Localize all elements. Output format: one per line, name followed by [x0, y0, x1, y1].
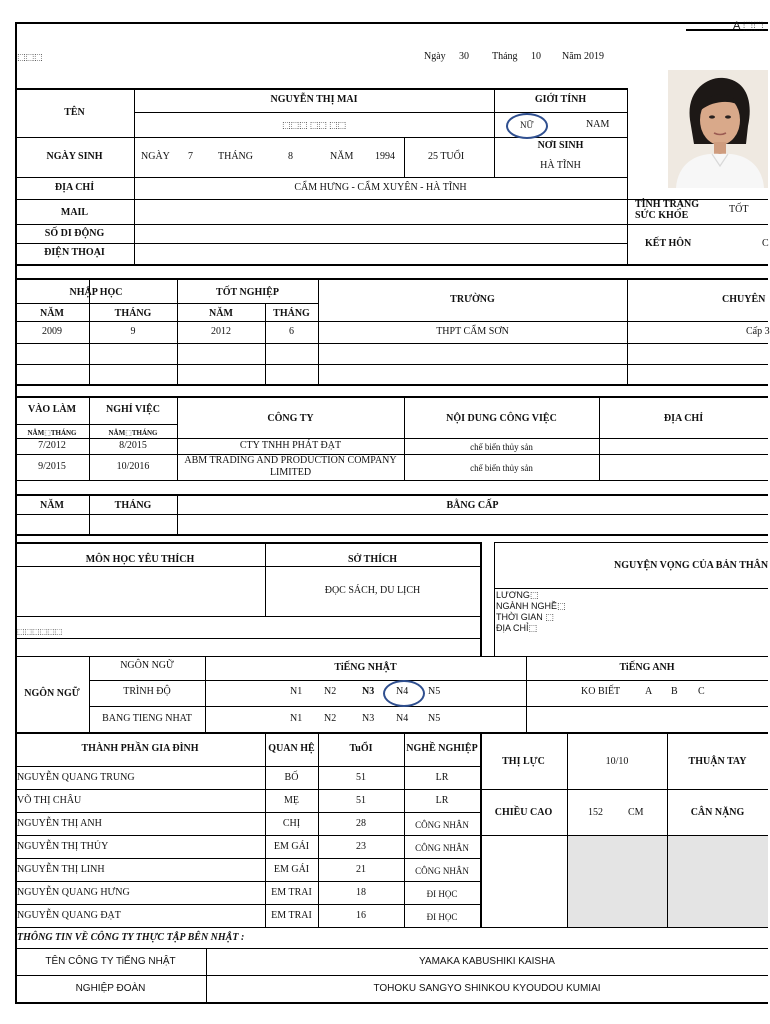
hand-label: THUẬN TAY	[688, 756, 747, 767]
rule	[494, 588, 768, 589]
rule	[15, 881, 480, 882]
english-label: TiẾNG ANH	[619, 662, 675, 673]
family-7-age: 16	[356, 910, 366, 921]
enroll-month-label: THÁNG	[114, 308, 152, 319]
rule	[15, 343, 768, 344]
name-label: TÊN	[64, 107, 85, 118]
family-4-job: CÔNG NHÂN	[415, 843, 469, 853]
vision-value: 10/10	[605, 756, 629, 767]
family-2-job: LR	[435, 795, 449, 806]
family-member-label: THÀNH PHẦN GIA ĐÌNH	[81, 743, 199, 754]
date-day-label: Ngày	[424, 51, 446, 62]
vision-label: THỊ LỰC	[502, 756, 545, 767]
rule	[404, 137, 405, 177]
family-7-relation: EM TRAI	[271, 910, 312, 921]
family-3-age: 28	[356, 818, 366, 829]
rule	[494, 542, 768, 543]
birth-year-value: 1994	[375, 151, 395, 162]
portrait-image	[668, 70, 768, 188]
family-7-job: ĐI HỌC	[426, 912, 458, 922]
jp-level-n2: N2	[324, 686, 337, 697]
cert-level-n1: N1	[290, 713, 303, 724]
marriage-label: KẾT HÔN	[645, 238, 692, 249]
rule	[599, 396, 600, 481]
en-level-a: A	[645, 686, 653, 697]
jp-level-n3: N3	[362, 686, 375, 697]
family-3-relation: CHỊ	[282, 818, 301, 829]
work-end-label: NGHỈ VIỆC	[106, 404, 160, 415]
date-month-label: Tháng	[492, 51, 518, 62]
family-5-job: CÔNG NHÂN	[415, 866, 469, 876]
gender-female-option: NỮ	[520, 120, 534, 130]
family-2-name: VÕ THỊ CHÂU	[17, 795, 82, 806]
name-alt-value: ⬚⬚⬚ ⬚⬚ ⬚⬚	[281, 120, 347, 130]
family-4-age: 23	[356, 841, 366, 852]
rule	[89, 680, 768, 681]
marriage-value: C	[762, 238, 769, 249]
date-month: 10	[531, 51, 541, 62]
date-year-label: Năm	[562, 51, 582, 62]
date-day: 30	[459, 51, 469, 62]
health-label: TÌNH TRẠNG SỨC KHỎE	[635, 199, 699, 221]
rule	[15, 616, 480, 617]
gender-label: GIỚI TÍNH	[534, 94, 587, 105]
family-relation-label: QUAN HỆ	[268, 743, 315, 754]
birth-year-label: NĂM	[330, 151, 354, 162]
work-start-sub: NĂM⬚THÁNG	[27, 429, 77, 437]
birth-day-label: NGÀY	[141, 151, 170, 162]
japanese-label: TiẾNG NHẬT	[334, 662, 397, 673]
en-level-b: B	[671, 686, 678, 697]
health-value: TỐT	[729, 204, 749, 215]
work-company-label: CÔNG TY	[267, 413, 314, 424]
work-2-start: 9/2015	[38, 461, 66, 472]
rule	[89, 706, 768, 707]
cert-label: BẰNG CẤP	[446, 500, 499, 511]
family-6-age: 18	[356, 887, 366, 898]
family-2-relation: MẸ	[284, 795, 299, 806]
rule	[627, 224, 768, 225]
top-left-label: ⬚⬚⬚	[17, 52, 43, 62]
birth-month-label: THÁNG	[218, 151, 253, 162]
corner-label: A ⬚⬚	[733, 20, 764, 32]
family-age-label: TuỔI	[349, 743, 373, 754]
rule	[480, 542, 482, 657]
rule	[627, 278, 628, 385]
rule	[15, 732, 768, 734]
family-6-relation: EM TRAI	[271, 887, 312, 898]
birth-month-value: 8	[288, 151, 293, 162]
rule	[15, 22, 768, 24]
rule	[15, 766, 480, 767]
rule	[15, 480, 768, 481]
wish-place: ĐỊA CHỈ⬚	[496, 623, 538, 633]
rule	[494, 542, 495, 657]
birthplace-label: NƠI SINH	[537, 140, 584, 151]
work-1-content: chế biến thủy sản	[470, 442, 533, 452]
grad-month-label: THÁNG	[273, 308, 310, 319]
enroll-year-label: NĂM	[40, 308, 64, 319]
family-4-name: NGUYỄN THỊ THỦY	[17, 841, 109, 852]
enroll-label: NHẬP HỌC	[69, 287, 123, 298]
portrait-photo	[668, 70, 768, 188]
rule	[15, 948, 768, 949]
edu-grad-month: 6	[289, 326, 294, 337]
language-level-label: TRÌNH ĐỘ	[123, 686, 171, 697]
rule	[15, 638, 480, 639]
address-value: CẨM HƯNG - CẨM XUYÊN - HÀ TĨNH	[294, 182, 467, 193]
subject-label: MÔN HỌC YÊU THÍCH	[85, 554, 195, 565]
mobile-label: SỐ DI ĐỘNG	[44, 228, 105, 239]
birth-day-value: 7	[188, 151, 193, 162]
rule	[15, 88, 627, 90]
edu-grad-year: 2012	[211, 326, 231, 337]
rule	[15, 424, 177, 425]
rule	[134, 112, 627, 113]
rule	[15, 321, 768, 322]
family-1-job: LR	[435, 772, 449, 783]
rule	[15, 1002, 768, 1004]
edu-major: Cấp 3	[746, 326, 770, 337]
rule	[15, 22, 17, 1004]
intern-union-value: TOHOKU SANGYO SHINKOU KYOUDOU KUMIAI	[373, 983, 601, 994]
shaded-cell	[568, 836, 667, 927]
grad-year-label: NĂM	[209, 308, 233, 319]
edu-enroll-year: 2009	[42, 326, 62, 337]
work-1-company: CTY TNHH PHÁT ĐẠT	[239, 440, 342, 451]
rule	[15, 384, 768, 386]
jp-level-n4: N4	[396, 686, 409, 697]
date-year: 2019	[584, 51, 604, 62]
intern-section-title: THÔNG TIN VỀ CÔNG TY THỰC TẬP BÊN NHẬT :	[17, 932, 245, 943]
rule	[15, 812, 480, 813]
jp-level-n5: N5	[428, 686, 441, 697]
height-value: 152	[588, 807, 603, 818]
work-start-label: VÀO LÀM	[27, 404, 77, 415]
weight-label: CÂN NẶNG	[690, 807, 745, 818]
rule	[15, 904, 480, 905]
mail-label: MAIL	[60, 207, 89, 218]
work-1-end: 8/2015	[119, 440, 147, 451]
language-label: NGÔN NGỮ	[120, 660, 174, 671]
family-1-relation: BỐ	[284, 772, 299, 783]
family-7-name: NGUYỄN QUANG ĐẠT	[17, 910, 121, 921]
wish-label: NGUYỆN VỌNG CỦA BẢN THÂN	[614, 560, 769, 571]
family-3-job: CÔNG NHÂN	[415, 820, 469, 830]
height-label: CHIỀU CAO	[494, 807, 553, 818]
wish-job: NGÀNH NGHỀ⬚	[496, 601, 566, 611]
cert-month-label: THÁNG	[114, 500, 152, 511]
work-content-label: NỘI DUNG CÔNG VIỆC	[446, 413, 557, 424]
height-unit: CM	[628, 807, 644, 818]
family-5-name: NGUYỄN THỊ LINH	[17, 864, 105, 875]
rule	[15, 534, 768, 536]
rule	[15, 396, 768, 398]
work-address-label: ĐỊA CHỈ	[663, 413, 704, 424]
edu-enroll-month: 9	[130, 326, 136, 337]
birthplace-value: HÀ TĨNH	[540, 160, 581, 171]
rule	[627, 88, 628, 265]
cert-level-n4: N4	[396, 713, 409, 724]
wish-time: THỜI GIAN ⬚	[496, 612, 554, 622]
rule	[15, 243, 627, 244]
rule	[134, 88, 135, 265]
intern-company-value: YAMAKA KABUSHIKI KAISHA	[419, 956, 555, 967]
work-end-sub: NĂM⬚THÁNG	[108, 429, 158, 437]
language-cert-label: BANG TIENG NHAT	[102, 713, 192, 724]
rule	[15, 542, 480, 544]
school-label: TRƯỜNG	[450, 294, 495, 305]
wish-salary: LƯƠNG⬚	[496, 590, 539, 600]
rule	[15, 494, 768, 496]
family-job-label: NGHỀ NGHIỆP	[406, 743, 478, 754]
family-4-relation: EM GÁI	[273, 841, 310, 852]
rule	[15, 224, 627, 225]
shaded-cell	[668, 836, 768, 927]
family-3-name: NGUYỄN THỊ ANH	[17, 818, 102, 829]
work-2-company-line1: ABM TRADING AND PRODUCTION COMPANY	[184, 455, 397, 466]
graduate-label: TỐT NGHIỆP	[216, 287, 279, 298]
rule	[15, 177, 627, 178]
family-1-age: 51	[356, 772, 366, 783]
language-section-label: NGÔN NGỮ	[24, 688, 80, 699]
major-label: CHUYÊN	[722, 294, 766, 305]
birth-label: NGÀY SINH	[46, 151, 103, 162]
rule	[15, 264, 768, 266]
family-6-job: ĐI HỌC	[426, 889, 458, 899]
edu-school: THPT CẨM SƠN	[436, 326, 509, 337]
gender-selected-circle	[506, 113, 548, 139]
family-5-relation: EM GÁI	[273, 864, 310, 875]
family-6-name: NGUYỄN QUANG HƯNG	[17, 887, 130, 898]
rule	[15, 858, 480, 859]
rule	[15, 656, 768, 657]
age-value: 25 TUỔI	[428, 151, 465, 162]
work-2-content: chế biến thủy sản	[470, 463, 533, 473]
cert-level-n5: N5	[428, 713, 441, 724]
cert-level-n3: N3	[362, 713, 375, 724]
hobby-value: ĐỌC SÁCH, DU LỊCH	[324, 585, 421, 596]
cert-year-label: NĂM	[40, 500, 64, 511]
work-2-company-line2: LIMITED	[269, 467, 312, 478]
rule	[15, 975, 768, 976]
jp-level-selected-circle	[383, 680, 425, 707]
rule	[15, 303, 318, 304]
intern-company-label: TÊN CÔNG TY TiẾNG NHẬT	[45, 956, 176, 967]
family-5-age: 21	[356, 864, 366, 875]
cert-level-n2: N2	[324, 713, 337, 724]
rule	[15, 278, 768, 280]
intern-union-label: NGHIỆP ĐOÀN	[75, 983, 146, 994]
hobby-label: SỞ THÍCH	[348, 554, 397, 565]
work-2-end: 10/2016	[116, 461, 150, 472]
small-label: ⬚⬚⬚⬚⬚⬚	[17, 627, 63, 636]
en-level-c: C	[698, 686, 705, 697]
en-level-none: KO BIẾT	[581, 686, 621, 697]
rule	[15, 566, 480, 567]
family-1-name: NGUYỄN QUANG TRUNG	[17, 772, 135, 783]
rule	[15, 927, 768, 928]
rule	[15, 514, 768, 515]
rule	[15, 364, 768, 365]
rule	[480, 789, 768, 790]
family-2-age: 51	[356, 795, 366, 806]
work-1-start: 7/2012	[38, 440, 66, 451]
rule	[15, 789, 480, 790]
name-value: NGUYỄN THỊ MAI	[270, 94, 358, 105]
jp-level-n1: N1	[290, 686, 303, 697]
address-label: ĐỊA CHỈ	[54, 182, 95, 193]
gender-male-option: NAM	[586, 119, 610, 130]
phone-label: ĐIỆN THOẠI	[44, 247, 105, 258]
